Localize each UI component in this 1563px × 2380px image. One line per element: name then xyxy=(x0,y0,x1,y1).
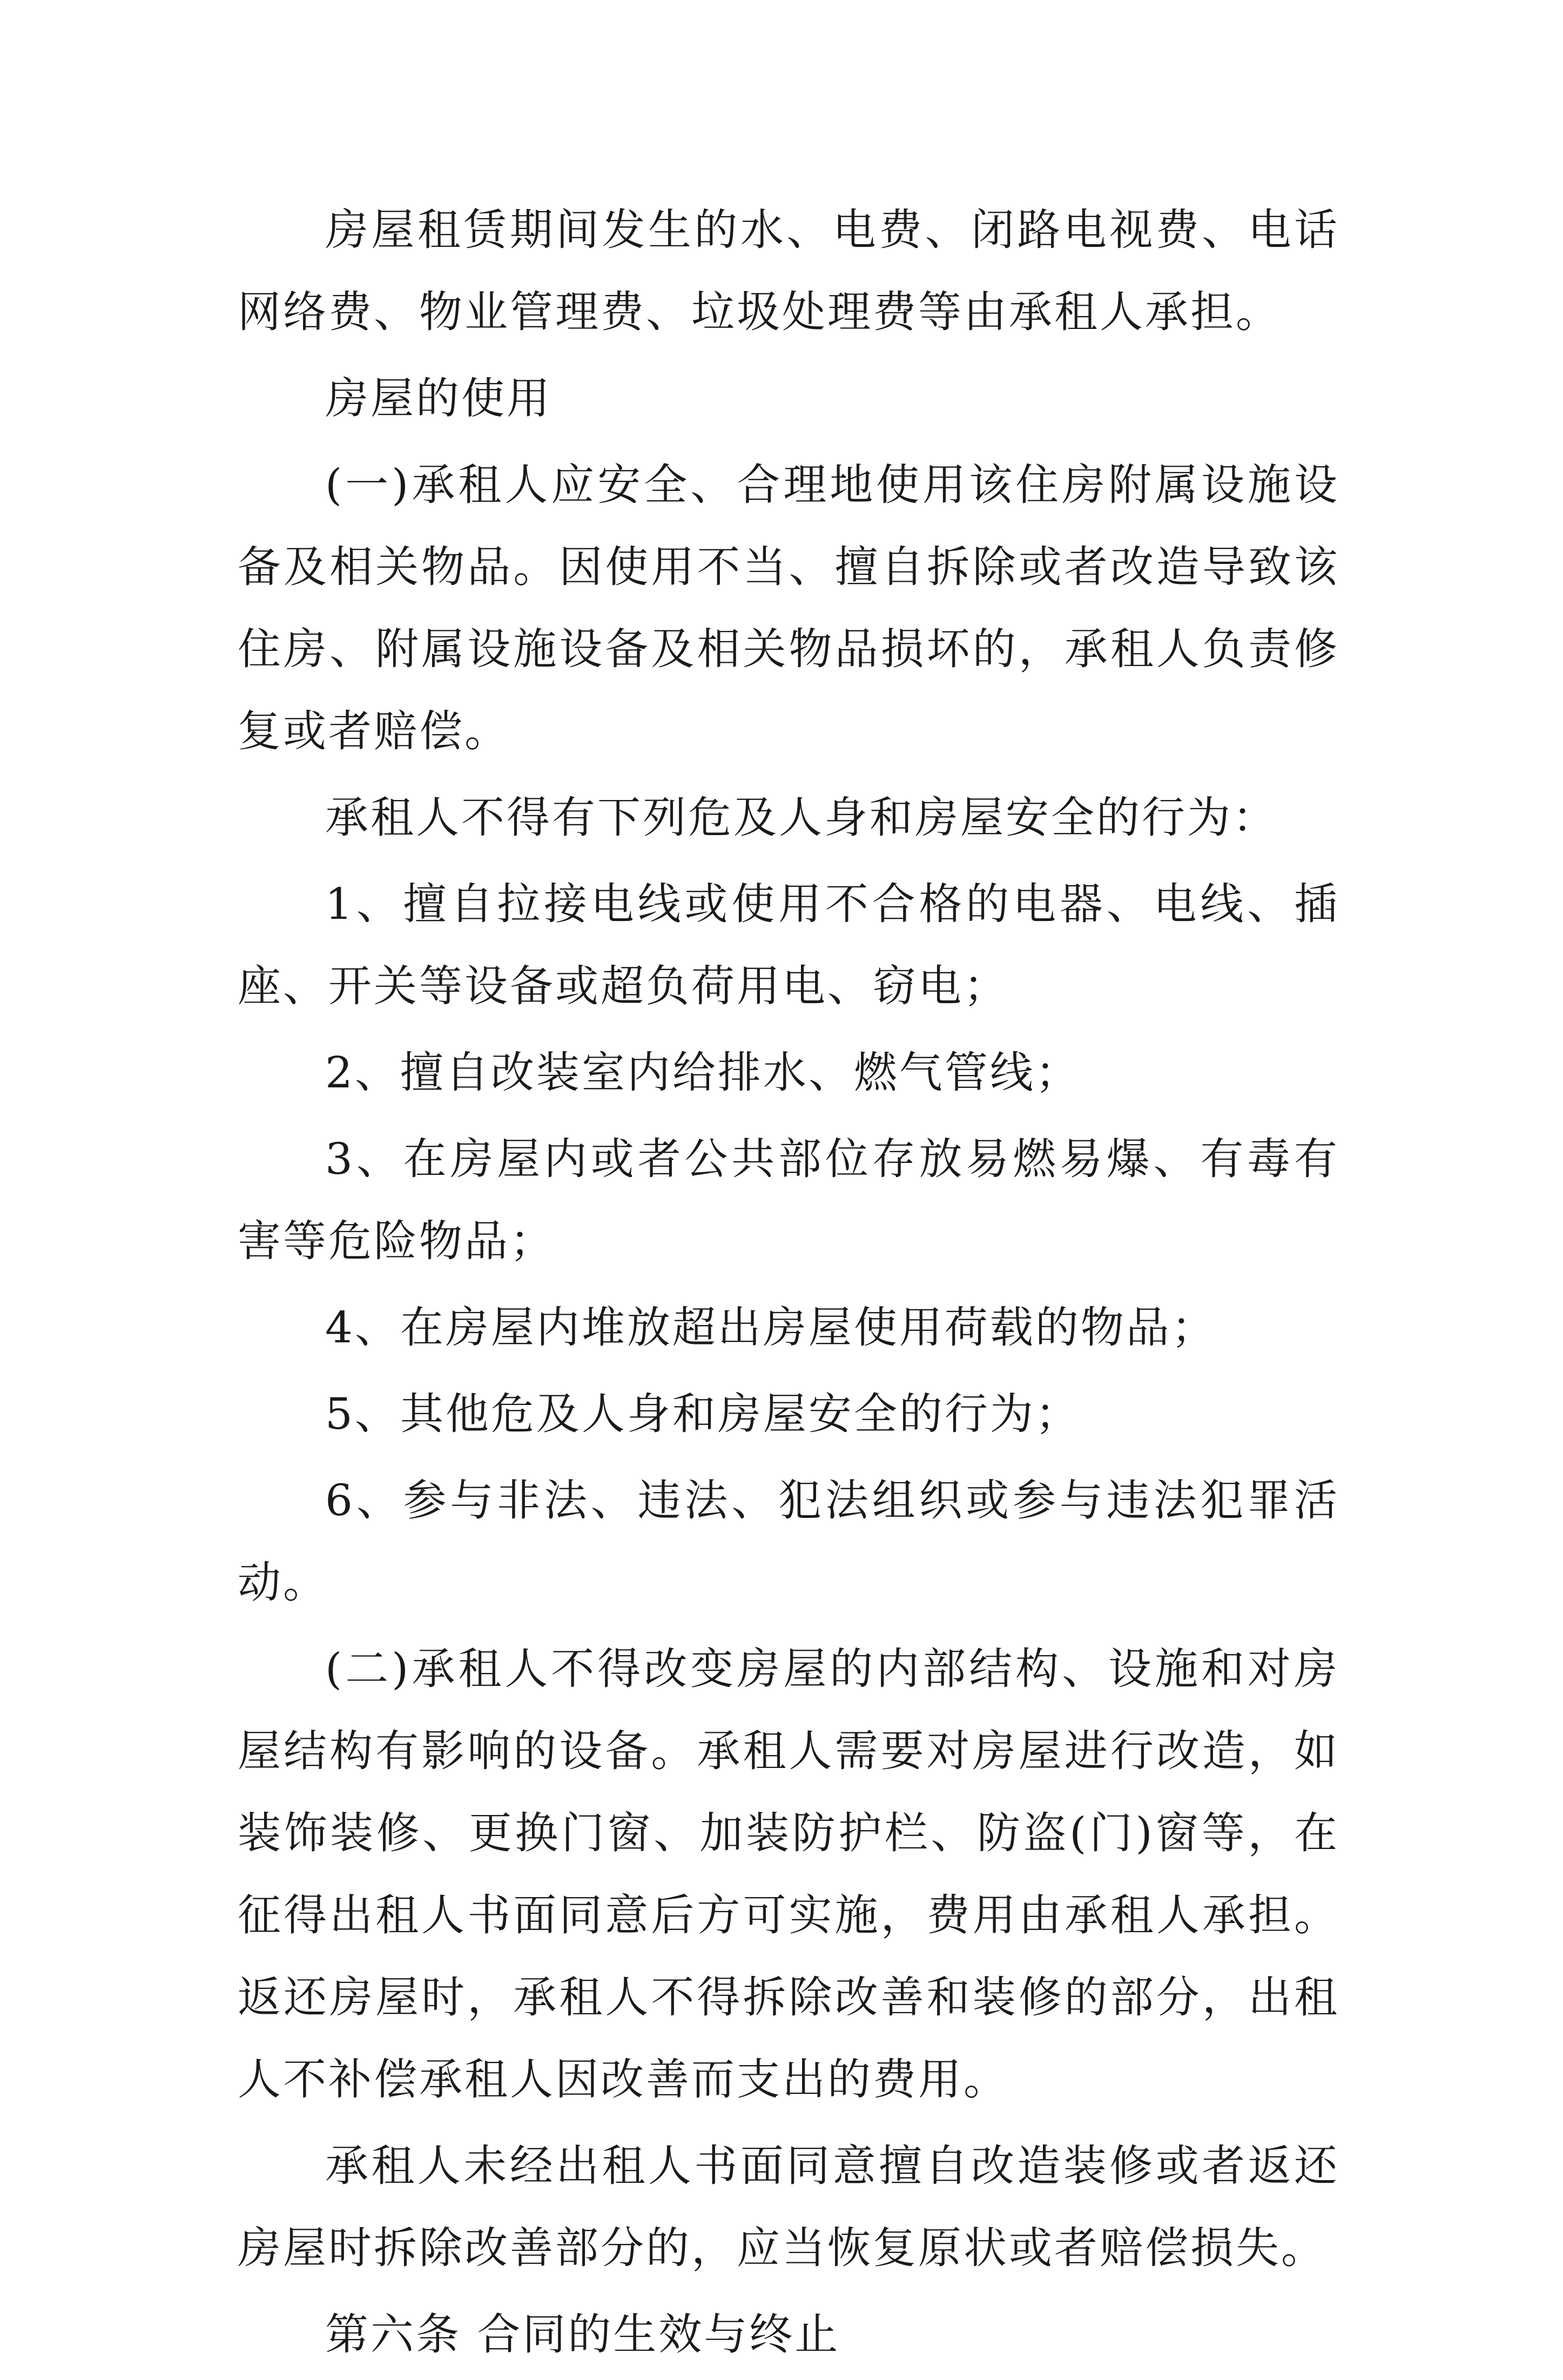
section-heading-house-use: 房屋的使用 xyxy=(325,373,552,423)
paragraph-prohibited-intro: 承租人不得有下列危及人身和房屋安全的行为： xyxy=(325,792,1278,843)
list-item-5: 5、其他危及人身和房屋安全的行为； xyxy=(325,1389,1081,1439)
paragraph-utility-fees: 房屋租赁期间发生的水、电费、闭路电视费、电话网络费、物业管理费、垃圾处理费等由承租人承担。 xyxy=(238,205,1339,337)
paragraph-safe-use: (一)承租人应安全、合理地使用该住房附属设施设备及相关物品。因使用不当、擅自拆除或者改造导致该住房、附属设施设备及相关物品损坏的，承租人负责修复或者赔偿。 xyxy=(238,460,1339,756)
list-item-6: 6、参与非法、违法、犯法组织或参与违法犯罪活动。 xyxy=(238,1475,1339,1608)
list-item-3: 3、在房屋内或者公共部位存放易燃易爆、有毒有害等危险物品； xyxy=(238,1134,1339,1266)
list-item-2: 2、擅自改装室内给排水、燃气管线； xyxy=(325,1047,1081,1098)
document-body xyxy=(238,189,1339,2380)
paragraph-no-structural-change: (二)承租人不得改变房屋的内部结构、设施和对房屋结构有影响的设备。承租人需要对房屋进行改造，如装饰装修、更换门窗、加装防护栏、防盗(门)窗等，在征得出租人书面同意后方可实施，费用由承租人承担。返还房屋时，承租人不得拆除改善和装修的部分，出租人不补偿承租人因改善而支出的费用。 xyxy=(238,1644,1339,2105)
article-heading-effect-termination: 第六条 合同的生效与终止 xyxy=(325,2309,840,2359)
paragraph-restore-or-compensate: 承租人未经出租人书面同意擅自改造装修或者返还房屋时拆除改善部分的，应当恢复原状或者赔偿损失。 xyxy=(238,2141,1339,2273)
list-item-1: 1、擅自拉接电线或使用不合格的电器、电线、插座、开关等设备或超负荷用电、窃电； xyxy=(238,879,1339,1011)
list-item-4: 4、在房屋内堆放超出房屋使用荷载的物品； xyxy=(325,1302,1217,1353)
